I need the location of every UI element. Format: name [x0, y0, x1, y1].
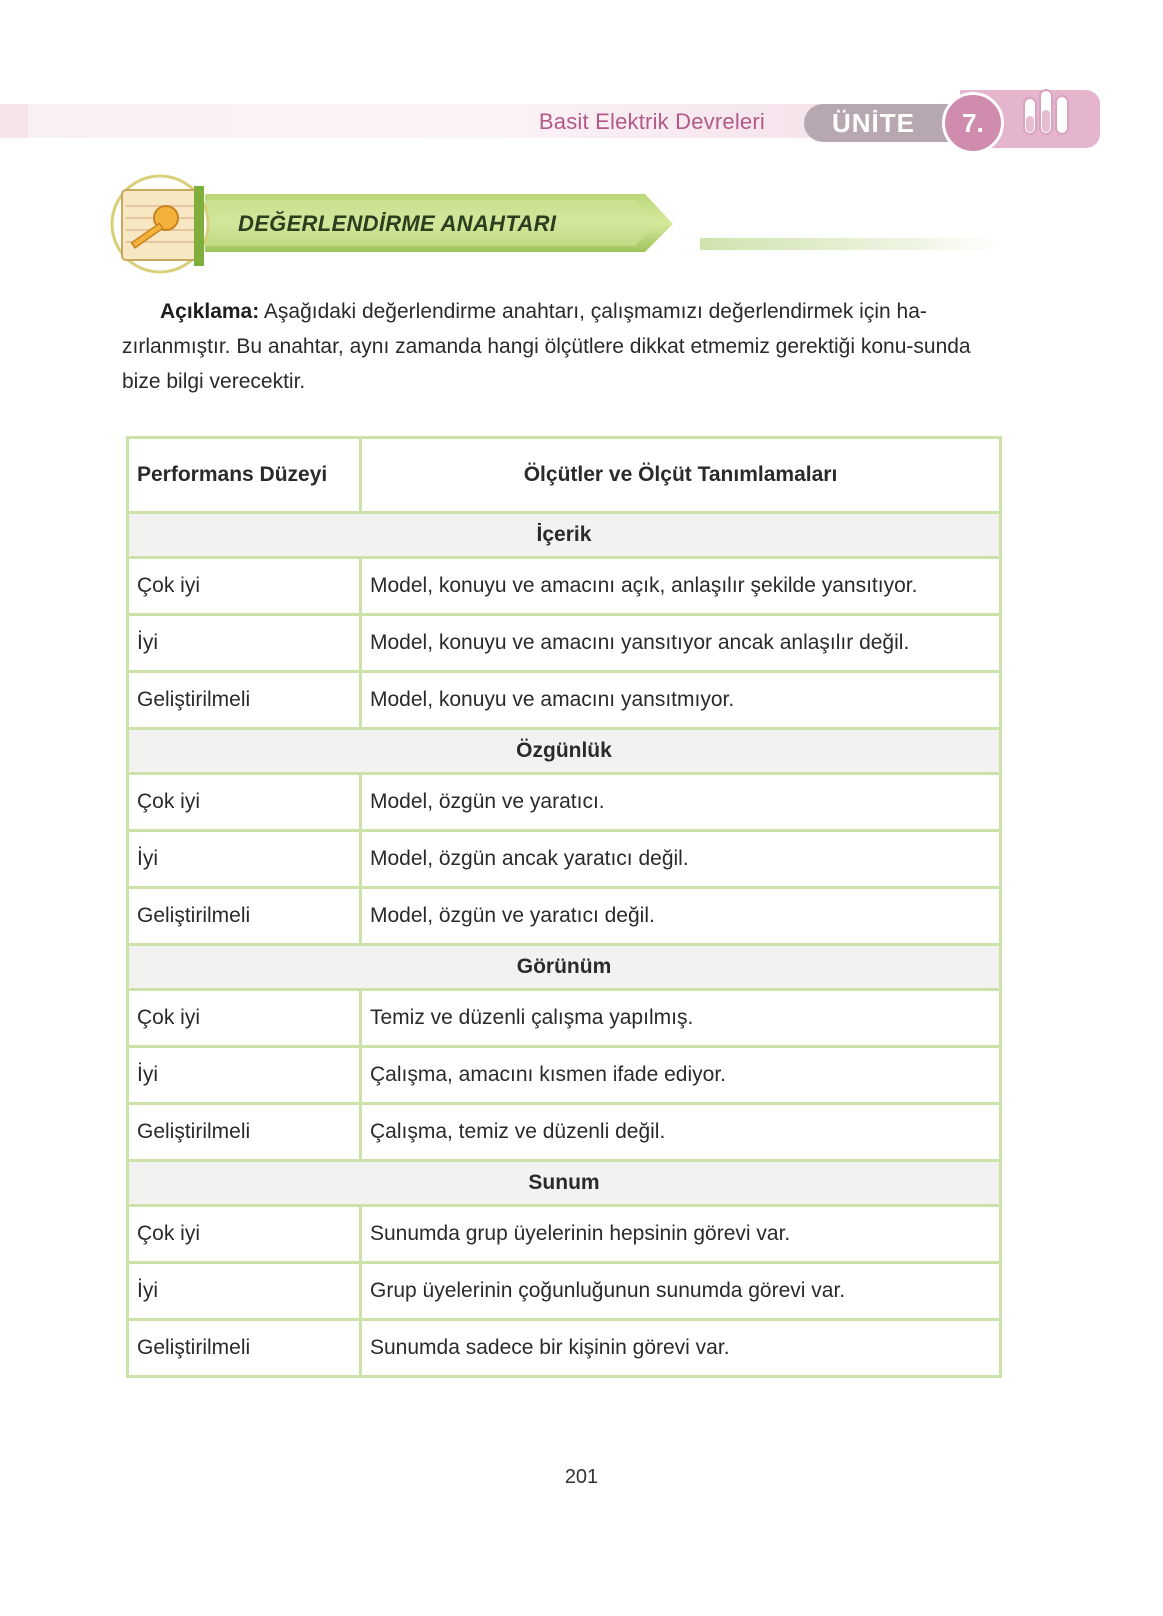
- criteria-cell: Model, konuyu ve amacını açık, anlaşılır şekilde yansıtıyor.: [361, 558, 1001, 615]
- unit-label: ÜNİTE: [804, 104, 954, 142]
- table-header-row: [128, 438, 1001, 513]
- section-row-originality: [128, 729, 1001, 774]
- level-cell: Geliştirilmeli: [128, 1320, 361, 1377]
- table-row: [128, 1206, 1001, 1263]
- table-row: [128, 888, 1001, 945]
- criteria-cell: Model, konuyu ve amacını yansıtmıyor.: [361, 672, 1001, 729]
- criteria-cell: Model, özgün ve yaratıcı.: [361, 774, 1001, 831]
- section-title: DEĞERLENDİRME ANAHTARI: [238, 211, 557, 236]
- header-criteria: Ölçütler ve Ölçüt Tanımlamaları: [361, 438, 1001, 513]
- criteria-cell: Model, özgün ve yaratıcı değil.: [361, 888, 1001, 945]
- level-cell: İyi: [128, 615, 361, 672]
- table-row: [128, 672, 1001, 729]
- description-paragraph: [122, 294, 1006, 399]
- banner-rule: [700, 238, 1000, 250]
- section-row-appearance: [128, 945, 1001, 990]
- criteria-cell: Grup üyelerinin çoğunluğunun sunumda görevi var.: [361, 1263, 1001, 1320]
- chapter-title: Basit Elektrik Devreleri: [538, 109, 765, 134]
- criteria-cell: Sunumda grup üyelerinin hepsinin görevi var.: [361, 1206, 1001, 1263]
- table-row: [128, 558, 1001, 615]
- level-cell: Geliştirilmeli: [128, 672, 361, 729]
- level-cell: Geliştirilmeli: [128, 888, 361, 945]
- level-cell: Geliştirilmeli: [128, 1104, 361, 1161]
- table-row: [128, 1263, 1001, 1320]
- header-performance-level: Performans Düzeyi: [128, 438, 361, 513]
- criteria-cell: Çalışma, amacını kısmen ifade ediyor.: [361, 1047, 1001, 1104]
- page-number: 201: [564, 1466, 599, 1488]
- level-cell: İyi: [128, 831, 361, 888]
- test-tubes-icon: [1016, 84, 1076, 144]
- section-title-cell: İçerik: [128, 513, 1001, 558]
- table-row: [128, 1104, 1001, 1161]
- description-text: Aşağıdaki değerlendirme anahtarı, çalışmamızı değerlendirmek için ha-zırlanmıştır. Bu anahtar, aynı zamanda hangi ölçütlere dikkat etmemiz gerektiği konu-sunda bize bilgi verecektir.: [122, 300, 971, 393]
- criteria-cell: Model, özgün ancak yaratıcı değil.: [361, 831, 1001, 888]
- section-title-cell: Özgünlük: [128, 729, 1001, 774]
- criteria-cell: Çalışma, temiz ve düzenli değil.: [361, 1104, 1001, 1161]
- table-row: [128, 831, 1001, 888]
- level-cell: Çok iyi: [128, 990, 361, 1047]
- table-row: [128, 1047, 1001, 1104]
- criteria-cell: Model, konuyu ve amacını yansıtıyor ancak anlaşılır değil.: [361, 615, 1001, 672]
- section-row-presentation: [128, 1161, 1001, 1206]
- level-cell: İyi: [128, 1263, 361, 1320]
- section-title-cell: Sunum: [128, 1161, 1001, 1206]
- table-row: [128, 774, 1001, 831]
- level-cell: Çok iyi: [128, 774, 361, 831]
- key-notebook-icon: [108, 172, 218, 276]
- description-label: Açıklama:: [160, 300, 260, 323]
- level-cell: İyi: [128, 1047, 361, 1104]
- table-row: [128, 1320, 1001, 1377]
- level-cell: Çok iyi: [128, 558, 361, 615]
- rubric-table: [126, 436, 1002, 1378]
- criteria-cell: Sunumda sadece bir kişinin görevi var.: [361, 1320, 1001, 1377]
- section-row-content: [128, 513, 1001, 558]
- level-cell: Çok iyi: [128, 1206, 361, 1263]
- table-row: [128, 615, 1001, 672]
- criteria-cell: Temiz ve düzenli çalışma yapılmış.: [361, 990, 1001, 1047]
- unit-number: 7.: [942, 92, 1004, 154]
- table-row: [128, 990, 1001, 1047]
- section-title-cell: Görünüm: [128, 945, 1001, 990]
